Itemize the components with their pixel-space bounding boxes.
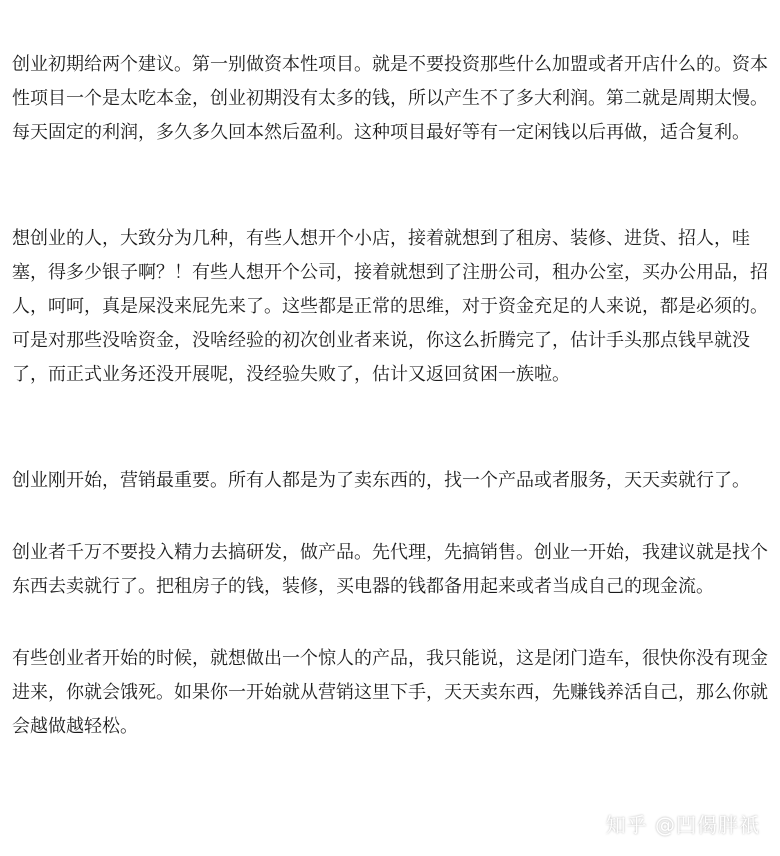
paragraph-2: 想创业的人，大致分为几种，有些人想开个小店，接着就想到了租房、装修、进货、招人，哇塞，得多少银子啊？！有些人想开个公司，接着就想到了注册公司，租办公室，买办公用品，招人，呵呵，真是屎没来屁先来了。这些都是正常的思维，对于资金充足的人来说，都是必须的。可是对那些没啥资金，没啥经验的初次创业者来说，你这么折腾完了，估计手头那点钱早就没了，而正式业务还没开展呢，没经验失败了，估计又返回贫困一族啦。	[12, 228, 768, 385]
paragraph-5: 有些创业者开始的时候，就想做出一个惊人的产品，我只能说，这是闭门造车，很快你没有现金进来，你就会饿死。如果你一开始就从营销这里下手，天天卖东西，先赚钱养活自己，那么你就会越做越轻松。	[12, 648, 768, 737]
paragraph-spacer	[12, 498, 768, 536]
paragraph-spacer	[12, 604, 768, 642]
paragraph-4: 创业者千万不要投入精力去搞研发，做产品。先代理，先搞销售。创业一开始，我建议就是找个东西去卖就行了。把租房子的钱，装修，买电器的钱都备用起来或者当成自己的现金流。	[12, 542, 768, 597]
paragraph-1: 创业初期给两个建议。第一别做资本性项目。就是不要投资那些什么加盟或者开店什么的。资本性项目一个是太吃本金，创业初期没有太多的钱，所以产生不了多大利润。第二就是周期太慢。每天固定的利润，多久多久回本然后盈利。这种项目最好等有一定闲钱以后再做，适合复利。	[12, 54, 768, 143]
zhihu-watermark: 知乎 @凹偈胖祇	[605, 813, 760, 837]
paragraph-spacer	[12, 392, 768, 464]
article-body	[12, 48, 768, 744]
paragraph-spacer	[12, 150, 768, 222]
paragraph-3: 创业刚开始，营销最重要。所有人都是为了卖东西的，找一个产品或者服务，天天卖就行了。	[12, 470, 750, 491]
